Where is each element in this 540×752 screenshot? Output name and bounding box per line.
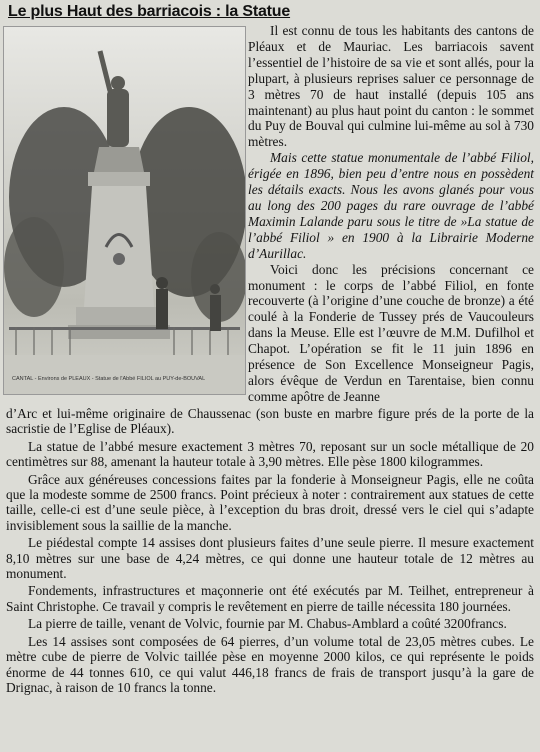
- full-width-text: [6, 406, 534, 695]
- paragraph-intro: Il est connu de tous les habitants des cantons de Pléaux et de Mauriac. Les barriacois savent l’essentiel de l’histoire de sa vie et sont allés, pour la plupart, à plusieurs reprises saluer ce personnage de 3 mètres 70 de haut installé (depuis 105 ans maintenant) au plus haut point du canton : le sommet du Puy de Bouval qui culmine lui-même au sol à 730 mètres.: [248, 23, 534, 150]
- paragraph-cost: Grâce aux généreuses concessions faites par la fonderie à Monseigneur Pagis, elle ne coûta que la modeste somme de 2500 francs. Point précieux à noter : contrairement aux statues de cette taille, celle-ci est d’une seule pièce, à l’exception du bras droit, dressé vers le ciel qui s’adapte invisiblement sous la saillie de la manche.: [6, 471, 534, 533]
- statue-photo: [3, 26, 246, 395]
- statue-illustration: [4, 27, 245, 394]
- paragraph-statue-size: La statue de l’abbé mesure exactement 3 mètres 70, reposant sur un socle métallique de 20 centimètres sur 88, amenant la hauteur totale à 3,90 mètres. Elle pèse 1800 kilogrammes.: [6, 438, 534, 470]
- paragraph-pedestal: Le piédestal compte 14 assises dont plusieurs faites d’une seule pierre. Il mesure exactement 8,10 mètres sur une base de 4,24 mètres, ce qui donne une hauteur totale de 12 mètres au monument.: [6, 535, 534, 582]
- paragraph-italic: Mais cette statue monumentale de l’abbé Filiol, érigée en 1896, bien peu d’entre nous en possèdent les détails exacts. Nous les avons glanés pour vous au long des 200 pages du rare ouvrage de l’abbé Maximin Lalande paru sous le titre de »La statue de l’abbé Filiol » en 1900 à la Librairie Moderne d’Aurillac.: [248, 150, 534, 261]
- paragraph-details-start: Voici donc les précisions concernant ce monument : le corps de l’abbé Filiol, en fonte recouverte (à l’origine d’une couche de bronze) a été coulé à la Fonderie de Tussey prés de Vaucouleurs dans la Meuse. Elle est l’œuvre de M.M. Dufilhol et Chapot. L’opération se fit le 11 juin 1896 en présence de Son Excellence Monseigneur Pagis, alors évêque de Verdun en Tarentaise, bien connu comme apôtre de Jeanne: [248, 261, 534, 404]
- paragraph-construction: Fondements, infrastructures et maçonnerie ont été exécutés par M. Teilhet, entrepreneur à Saint Christophe. Ce travail y compris le revêtement en pierre de taille nécessita 180 journées.: [6, 583, 534, 614]
- article-title: Le plus Haut des barriacois : la Statue: [8, 3, 291, 20]
- paragraph-transport: Les 14 assises sont composées de 64 pierres, d’un volume total de 23,05 mètres cubes. Le mètre cube de pierre de Volvic taillée pèse en moyenne 2000 kilos, ce qui représente le poids énorme de 44 tonnes 610, ce qui valut 446,18 francs de frais de transport jusqu’à la gare de Drignac, à raison de 10 francs la tonne.: [6, 633, 534, 695]
- right-column: [248, 23, 534, 405]
- paragraph-details-end: d’Arc et lui-même originaire de Chaussenac (son buste en marbre figure prés de la porte de la sacristie de l’Eglise de Pléaux).: [6, 406, 534, 437]
- paragraph-stone: La pierre de taille, venant de Volvic, fournie par M. Chabus-Amblard a coûté 3200francs.: [28, 616, 507, 632]
- photo-caption: CANTAL - Environs de PLEAUX - Statue de l'Abbé FILIOL au PUY-de-BOUVAL: [12, 376, 206, 382]
